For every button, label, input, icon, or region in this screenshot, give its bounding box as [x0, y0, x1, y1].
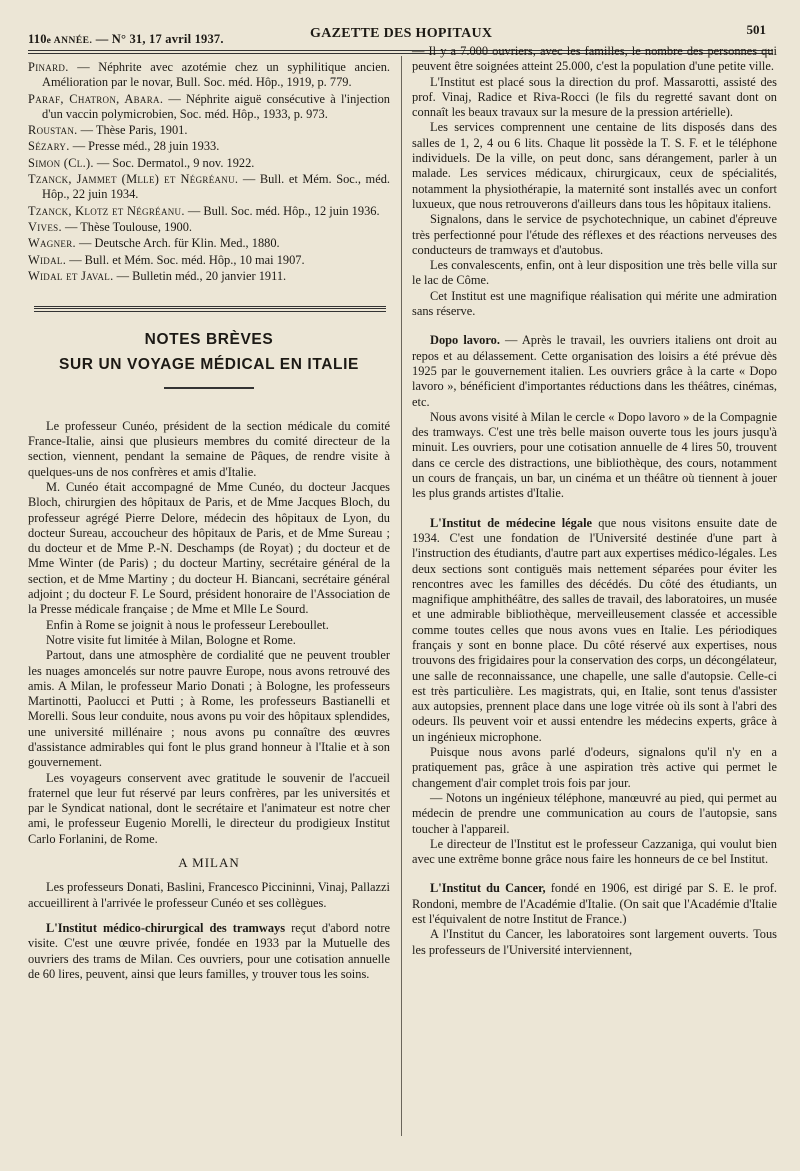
- year-label: e ANNÉE.: [46, 36, 93, 46]
- reference-list: [28, 60, 390, 284]
- section-divider: [34, 306, 386, 312]
- article-title: NOTES BRÈVES: [144, 331, 274, 349]
- legale-lead: L'Institut de médecine légale: [430, 515, 593, 530]
- reference-authors: Vives.: [28, 219, 62, 234]
- reference-authors: Tzanck, Klotz et Négréanu.: [28, 203, 185, 218]
- cancer-paragraph-2: A l'Institut du Cancer, les laboratoires sont largement ouverts. Tous les professeurs de l'Université interviennent,: [412, 927, 777, 957]
- title-rule: [164, 387, 254, 389]
- legale-detail-paragraph: Le directeur de l'Institut est le professeur Cazzaniga, qui voulut bien avec une extrême bonne grâce nous faire les honneurs de ce bel Institut.: [412, 836, 777, 867]
- milan-paragraph: Les professeurs Donati, Baslini, Francesco Piccininni, Vinaj, Pallazzi accueillirent à l'arrivée le professeur Cunéo et ses collègues.: [28, 880, 390, 910]
- reference-authors: Widal.: [28, 252, 67, 267]
- reference-authors: Sézary.: [28, 139, 70, 154]
- intro-paragraph: Les voyageurs conservent avec gratitude le souvenir de l'accueil fraternel que leur fut réservé par leurs confrères, par les universités et par le Syndicat national, dont le secrétaire et l'animateur est notre cher ami, le professeur Eugenio Morelli, le directeur du prodigieux Institut Carlo Forlanini, de Rome.: [28, 770, 390, 846]
- milan-heading: A MILAN: [178, 855, 240, 871]
- dopo-text: — Après le travail, les ouvriers italiens ont droit au repos et au délassement. Cette organisation des loisirs a été prévue dès 1925 par le gouvernement italien. Les ouvriers grâce à la carte « Dopo lavoro », bénéficient d'importantes réductions dans les théâtres, cinémas, etc.: [412, 333, 777, 409]
- intro-paragraph: Partout, dans une atmosphère de cordialité que ne peuvent troubler les nuages amoncelés sur notre pauvre Europe, nous avons retrouvé des amis. A Milan, le professeur Mario Donati ; à Bologne, les professeurs Martinotti, Paolucci et Putti ; à Rome, les professeurs Bastianelli et Morelli. Sous leur conduite, nous avons pu voir des hôpitaux splendides, une université millénaire ; nous avons pu connaître des œuvres d'assistance admirables qui font le plus grand honneur à l'Italie et à son gouvernement.: [28, 648, 390, 770]
- reference-text: — Thèse Toulouse, 1900.: [61, 219, 193, 234]
- article-subtitle: SUR UN VOYAGE MÉDICAL EN ITALIE: [59, 356, 359, 374]
- intro-paragraphs: [28, 419, 390, 847]
- legale-continued: [412, 745, 777, 867]
- cancer-paragraph: [412, 881, 777, 927]
- reference-item: [28, 269, 390, 284]
- intro-paragraph: Le professeur Cunéo, président de la section médicale du comité France-Italie, ainsi que plusieurs membres du comité directeur de la section, viennent, pendant la semaine de Pâques, de rendre visite à quelques-uns de nos confrères et amis d'Italie.: [28, 418, 390, 479]
- legale-detail-paragraph: Puisque nous avons parlé d'odeurs, signalons qu'il n'y en a pratiquement pas, grâce à une aspiration très active qui permet le changement d'air complet trois fois par jour.: [412, 745, 777, 790]
- tramways-detail-paragraph: — Il y a 7.000 ouvriers, avec les familles, le nombre des personnes qui peuvent être soignées atteint 25.000, c'est la population d'une petite ville.: [412, 44, 777, 74]
- reference-text: — Bull. et Mém. Soc., méd. Hôp., 22 juin 1934.: [42, 172, 390, 202]
- reference-text: — Thèse Paris, 1901.: [77, 123, 188, 138]
- journal-title: GAZETTE DES HOPITAUX: [310, 26, 493, 41]
- intro-paragraph: Enfin à Rome se joignit à nous le professeur Lereboullet.: [46, 617, 329, 632]
- tramways-paragraph: [28, 921, 390, 982]
- reference-item: [28, 92, 390, 123]
- reference-text: — Deutsche Arch. für Klin. Med., 1880.: [75, 236, 280, 251]
- year-number: 110: [28, 32, 47, 46]
- page-number: 501: [746, 22, 766, 37]
- left-column: [28, 60, 390, 982]
- tramways-detail-paragraph: Les convalescents, enfin, ont à leur disposition une très belle villa sur le lac de Côme.: [412, 258, 777, 288]
- reference-item: [28, 139, 390, 154]
- reference-item: [28, 60, 390, 91]
- reference-item: [28, 204, 390, 219]
- cancer-text: fondé en 1906, est dirigé par S. E. le prof. Rondoni, membre de l'Académie d'Italie. (On sait que l'Académie d'Italie est l'équivalent de notre Institut de France.): [412, 881, 777, 927]
- tramways-detail-paragraph: Les services comprennent une centaine de lits disposés dans des salles de 1, 2, 4 ou 6 lits. Chaque lit possède la T. S. F. et le téléphone individuels. De la ville, on peut donc, sans dérangement, parler à un malade. Les services médicaux, chirurgicaux, ceux de spécialités, notamment la physiothérapie, la maternité sont installés avec un confort luxueux, que nous retrouverons d'ailleurs dans tous les hôpitaux italiens.: [412, 120, 777, 211]
- cancer-lead: L'Institut du Cancer,: [430, 881, 546, 896]
- reference-text: — Bulletin méd., 20 janvier 1911.: [113, 268, 287, 283]
- reference-text: — Soc. Dermatol., 9 nov. 1922.: [93, 155, 255, 170]
- reference-text: — Bull. Soc. méd. Hôp., 12 juin 1936.: [184, 203, 380, 218]
- intro-paragraph: Notre visite fut limitée à Milan, Bologne et Rome.: [46, 632, 296, 647]
- tramways-lead: L'Institut médico-chirurgical des tramways: [46, 920, 286, 935]
- reference-item: [28, 123, 390, 138]
- reference-authors: Tzanck, Jammet (Mlle) et Négréanu.: [28, 172, 239, 187]
- dopo-lead: Dopo lavoro.: [430, 333, 500, 348]
- legale-paragraph: [412, 516, 777, 745]
- reference-item: [28, 220, 390, 235]
- reference-authors: Widal et Javal.: [28, 268, 114, 283]
- reference-authors: Simon (Cl.).: [28, 155, 94, 170]
- right-column: [412, 44, 777, 958]
- tramways-continued: [412, 44, 777, 319]
- reference-text: — Néphrite aiguë consécutive à l'injection d'un vaccin polymicrobien, Soc. méd. Hôp., 1933, p. 973.: [42, 91, 390, 121]
- reference-item: [28, 156, 390, 171]
- intro-paragraph: M. Cunéo était accompagné de Mme Cunéo, du docteur Jacques Bloch, chirurgien des hôpitaux de Paris, et de Mme Jacques Bloch, du professeur agrégé Pierre Delore, médecin des hôpitaux de Lyon, du docteur Sureau, accoucheur des hôpitaux de Paris, et de Mme Sureau ; du docteur et de Mme P.-N. Deschamps (de Royat) ; du docteur et de Mme Winter (de Paris) ; du docteur Martiny, secrétaire général de la section, et de Mme Martiny ; du docteur H. Biancani, secrétaire général adjoint ; du docteur F. Le Sourd, président honoraire de l'Association de la Presse médicale française ; de Mme et Mlle Le Sourd.: [28, 479, 390, 617]
- reference-text: — Bull. et Mém. Soc. méd. Hôp., 10 mai 1907.: [66, 252, 305, 267]
- reference-item: [28, 236, 390, 251]
- issue-info: [28, 32, 224, 47]
- reference-text: — Presse méd., 28 juin 1933.: [69, 139, 220, 154]
- dopo-paragraph-2: Nous avons visité à Milan le cercle « Dopo lavoro » de la Compagnie des tramways. C'est une très belle maison ouverte tous les jours jusqu'à minuit. Les ouvriers, pour une cotisation annuelle de 4 lires 50, trouvent dans ce cercle des distractions, une bibliothèque, des cours, notamment un cours de français, un bar, un cinéma et un théâtre où tiennent à jouer les plus grands artistes d'Italie.: [412, 409, 777, 501]
- legale-text: que nous visitons ensuite date de 1934. C'est une fondation de l'Université destinée d'une part à l'instruction des étudiants, d'autre part aux expertises médico-légales. Les deux sections sont contiguës mais nettement séparées pour éviter les rencontres avec les familles des décédés. Du côté des étudiants, un magnifique amphithéâtre, des salles de travail, des laboratoires, un musée et une admirable bibliothèque, merveilleusement classée et accessible comme toutes celles que nous avons vues en Italie. Les périodiques français y sont en bonne place. Du côté réservé aux expertises, nous trouvons des frigidaires pour la conservation des corps, un décongélateur, une salle de reconnaissance, une chapelle, une salle d'autopsie. Celle-ci est très particulière. Les magistrats, qui, en Italie, sont tenus d'assister aux autopsies, prennent place dans une loge vitrée où ils sont à l'abri des odeurs. Ils peuvent voir et aussi entendre les médecins experts, grâce à un ingénieux microphone.: [412, 515, 777, 744]
- tramways-text: reçut d'abord notre visite. C'est une œuvre privée, fondée en 1933 par la Mutuelle des ouvriers des trams de Milan. Ces ouvriers, pour une cotisation annuelle de 60 lires, peuvent, ainsi que leurs familles, y trouver tous les soins.: [28, 920, 390, 981]
- issue-date: — N° 31, 17 avril 1937.: [95, 32, 224, 46]
- reference-item: [28, 172, 390, 203]
- reference-authors: Pinard.: [28, 60, 69, 74]
- legale-detail-paragraph: — Notons un ingénieux téléphone, manœuvré au pied, qui permet au médecin de prendre une communication au cours de l'autopsie, sans toucher à l'appareil.: [412, 790, 777, 836]
- tramways-detail-paragraph: L'Institut est placé sous la direction du prof. Massarotti, assisté des prof. Vinaj, Radice et Riva-Rocci (le fils du regretté savant dont on connaît les beaux travaux sur la mesure de la pression artérielle).: [412, 74, 777, 120]
- reference-item: [28, 253, 390, 268]
- reference-text: — Néphrite avec azotémie chez un syphilitique ancien. Amélioration par le novar, Bull. Soc. méd. Hôp., 1919, p. 779.: [42, 60, 390, 90]
- reference-authors: Roustan.: [28, 123, 78, 138]
- dopo-paragraph: [412, 333, 777, 409]
- tramways-detail-paragraph: Signalons, dans le service de psychotechnique, un cabinet d'épreuve très perfectionné pour l'étude des réflexes et des réactions nerveuses des conducteurs de tramways et d'autobus.: [412, 212, 777, 257]
- column-divider: [401, 56, 402, 1136]
- reference-authors: Paraf, Chatron, Abara.: [28, 91, 164, 106]
- tramways-detail-paragraph: Cet Institut est une magnifique réalisation qui mérite une admiration sans réserve.: [412, 288, 777, 319]
- reference-authors: Wagner.: [28, 236, 76, 251]
